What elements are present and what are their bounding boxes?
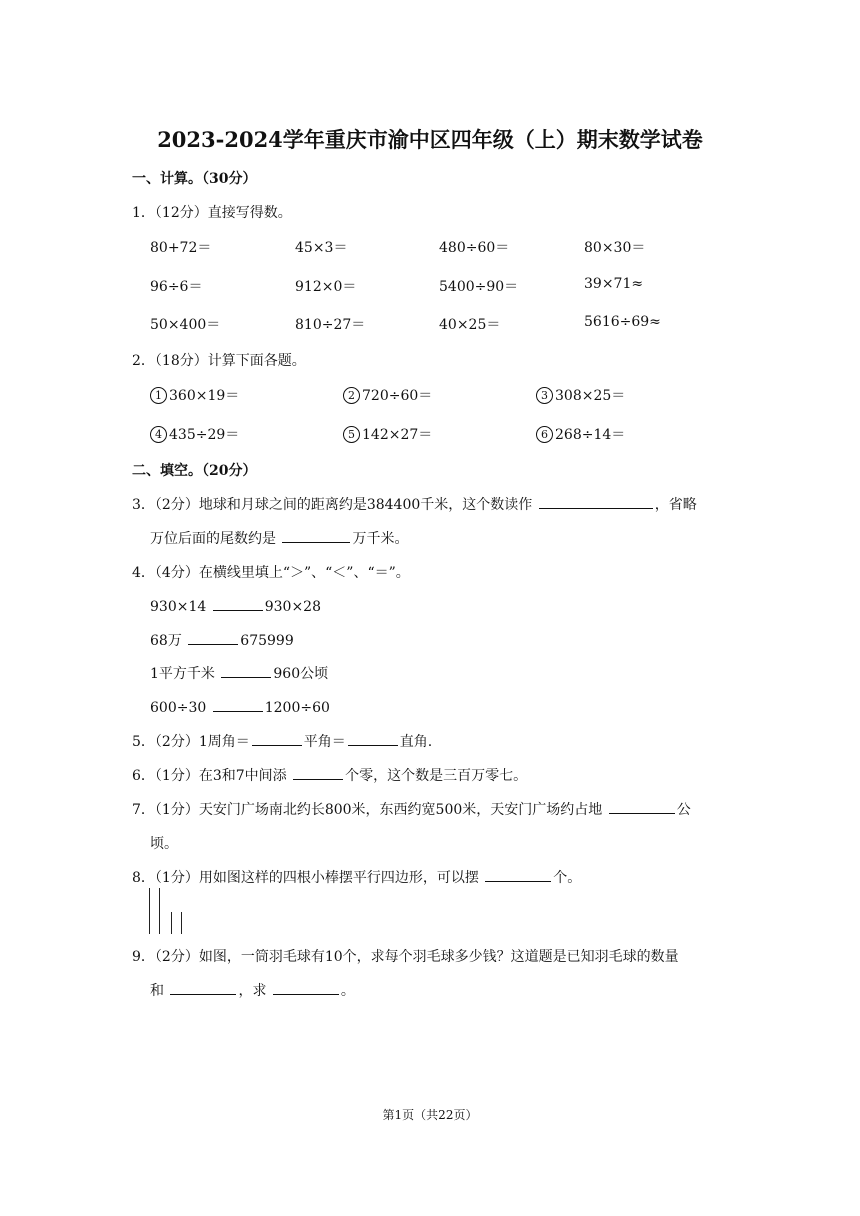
question-7-line-1 — [132, 799, 691, 819]
long-stick — [149, 888, 150, 934]
answer-blank[interactable] — [293, 765, 343, 780]
q2-item — [343, 424, 432, 444]
question-9-line-2 — [150, 980, 355, 1000]
q9-text: 。 — [340, 983, 355, 999]
question-5 — [132, 731, 432, 751]
q7-text: 7．（1分）天安门广场南北约长800米，东西约宽500米，天安门广场约占地 — [132, 802, 603, 818]
page-title: 2023-2024学年重庆市渝中区四年级（上）期末数学试卷 — [157, 127, 703, 152]
q4-comparison — [150, 596, 321, 615]
question-8 — [132, 867, 581, 887]
answer-blank[interactable] — [539, 494, 653, 509]
circled-number-3: 3 — [536, 387, 553, 404]
answer-blank[interactable] — [348, 731, 398, 746]
question-3-line-2 — [150, 528, 408, 548]
page-footer: 第1页（共22页） — [382, 1108, 478, 1122]
q4-comparison — [150, 630, 294, 650]
q1-item: 5400÷90＝ — [439, 279, 519, 295]
q1-item: 912×0＝ — [295, 279, 357, 295]
q6-text: 6．（1分）在3和7中间添 — [132, 768, 287, 784]
circled-number-1: 1 — [150, 387, 167, 404]
q4-left: 930×14 — [150, 599, 207, 615]
answer-blank[interactable] — [282, 528, 350, 543]
q2-expression: 142×27＝ — [362, 427, 433, 443]
q6-text: 个零，这个数是三百万零七。 — [345, 768, 528, 784]
q1-item: 810÷27＝ — [295, 317, 366, 333]
q1-item: 40×25＝ — [439, 317, 501, 333]
q2-expression: 308×25＝ — [555, 388, 626, 404]
q5-text: 平角＝ — [303, 734, 346, 750]
q4-right: 675999 — [240, 633, 294, 649]
q4-left: 68万 — [150, 633, 182, 649]
question-6 — [132, 765, 527, 785]
q5-text: 直角. — [399, 734, 433, 750]
q3-text: 万千米。 — [352, 531, 409, 547]
q1-item: 480÷60＝ — [439, 240, 510, 256]
q8-text: 个。 — [553, 870, 582, 886]
q2-expression: 720÷60＝ — [362, 388, 433, 404]
question-9-line-1: 9．（2分）如图，一筒羽毛球有10个，求每个羽毛球多少钱？这道题是已知羽毛球的数量 — [132, 949, 679, 965]
q4-comparison — [150, 663, 328, 683]
q2-item — [343, 385, 432, 405]
q5-text: 5．（2分）1周角＝ — [132, 734, 250, 750]
answer-blank[interactable] — [188, 630, 238, 645]
question-4-heading: 4．（4分）在横线里填上“＞”、“＜”、“＝”。 — [132, 565, 410, 581]
answer-blank[interactable] — [252, 731, 302, 746]
section-heading-calculation: 一、计算。（30分） — [132, 171, 257, 187]
answer-blank[interactable] — [170, 980, 236, 995]
section-heading-fill-blank: 二、填空。（20分） — [132, 463, 257, 479]
q1-item: 80+72＝ — [150, 240, 212, 256]
answer-blank[interactable] — [213, 596, 263, 611]
answer-blank[interactable] — [221, 663, 271, 678]
q3-text: ，省略 — [654, 497, 697, 513]
q3-text: 万位后面的尾数约是 — [150, 531, 276, 547]
q4-right: 960公顷 — [273, 666, 329, 682]
q1-item: 5616÷69≈ — [584, 314, 661, 330]
sticks-figure — [146, 888, 186, 936]
q8-text: 8．（1分）用如图这样的四根小棒摆平行四边形，可以摆 — [132, 870, 479, 886]
q2-item — [150, 385, 239, 405]
q4-left: 600÷30 — [150, 700, 207, 716]
question-1-heading: 1．（12分）直接写得数。 — [132, 205, 292, 221]
q2-item — [150, 424, 239, 444]
question-7-line-2: 顷。 — [150, 836, 178, 852]
question-2-heading: 2．（18分）计算下面各题。 — [132, 353, 306, 369]
question-3-line-1 — [132, 494, 697, 514]
answer-blank[interactable] — [273, 980, 339, 995]
q4-right: 930×28 — [264, 599, 322, 615]
circled-number-4: 4 — [150, 426, 167, 443]
q2-item — [536, 385, 625, 405]
q1-item: 50×400＝ — [150, 317, 221, 333]
q2-item — [536, 424, 625, 444]
circled-number-5: 5 — [343, 426, 360, 443]
q4-right: 1200÷60 — [264, 700, 330, 716]
q1-item: 96÷6＝ — [150, 279, 203, 295]
q3-text: 3．（2分）地球和月球之间的距离约是384400千米，这个数读作 — [132, 497, 533, 513]
circled-number-2: 2 — [343, 387, 360, 404]
q1-item: 45×3＝ — [295, 240, 348, 256]
q9-text: 和 — [150, 983, 164, 999]
q2-expression: 435÷29＝ — [169, 427, 240, 443]
long-stick — [159, 888, 160, 934]
short-stick — [171, 912, 172, 934]
answer-blank[interactable] — [609, 799, 675, 814]
q4-left: 1平方千米 — [150, 666, 215, 682]
q1-item: 39×71≈ — [584, 276, 644, 292]
answer-blank[interactable] — [213, 697, 263, 712]
q9-text: ，求 — [238, 983, 267, 999]
q4-comparison — [150, 697, 330, 716]
circled-number-6: 6 — [536, 426, 553, 443]
short-stick — [181, 912, 182, 934]
q1-item: 80×30＝ — [584, 240, 646, 256]
q2-expression: 268÷14＝ — [555, 427, 626, 443]
answer-blank[interactable] — [485, 867, 551, 882]
q7-text: 公 — [676, 802, 691, 818]
q2-expression: 360×19＝ — [169, 388, 240, 404]
